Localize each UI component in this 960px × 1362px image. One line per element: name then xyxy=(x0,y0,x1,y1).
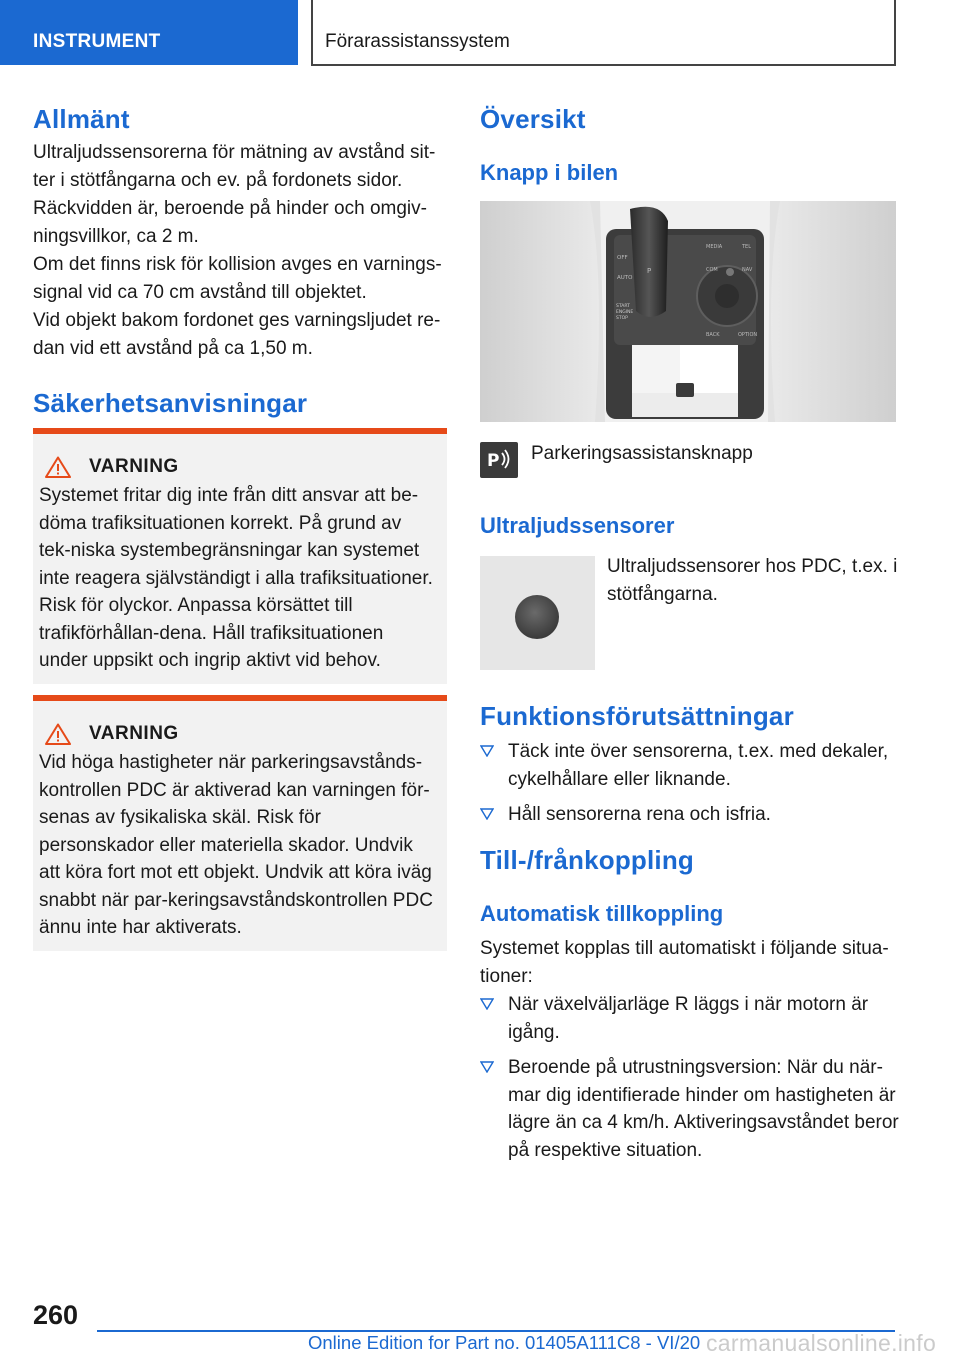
parking-assist-icon xyxy=(480,442,518,478)
list-item xyxy=(480,738,900,793)
functions-heading: Funktionsförutsättningar xyxy=(480,701,794,731)
svg-text:P: P xyxy=(487,451,500,471)
auto-text: Systemet kopplas till automatiskt i följande situa‐tioner: xyxy=(480,938,889,987)
list-item-text: Täck inte över sensorerna, t.ex. med dekaler, cykelhållare eller liknande. xyxy=(508,741,889,790)
footer-edition: Online Edition for Part no. 01405A111C8 - VI/20 xyxy=(308,1332,701,1353)
sensor-photo xyxy=(480,556,595,670)
general-paragraph-2: Räckvidden är, beroende på hinder och omgiv‐ningsvillkor, ca 2 m. xyxy=(33,198,427,247)
photo-label-nav: NAV xyxy=(742,267,753,273)
warning-text: Vid höga hastigheter när parkeringsavstånds‐kontrollen PDC är aktiverad kan varningen för‐senas av fysikaliska skäl. Risk för personskador eller materiella skador. Undvik att köra fort mot ett objekt. Undvik att köra iväg snabbt när par‐keringsavståndskontrollen PDC ännu inte har aktiverats. xyxy=(39,752,433,938)
sensors-subheading: Ultraljudssensorer xyxy=(480,513,675,538)
warning-triangle-icon xyxy=(45,723,71,745)
photo-label-media: MEDIA xyxy=(706,244,723,250)
photo-label-start: START xyxy=(616,304,630,309)
warning-header xyxy=(45,723,437,745)
warning-title: VARNING xyxy=(89,456,179,477)
photo-label-back: BACK xyxy=(706,332,720,338)
list-item xyxy=(480,801,900,829)
gear-selector-photo xyxy=(480,201,896,422)
auto-list xyxy=(480,991,900,1172)
ultrasonic-sensor-illustration xyxy=(480,556,595,670)
page-number: 260 xyxy=(33,1300,79,1330)
photo-label-engine: ENGINE xyxy=(616,310,634,315)
warning-triangle-icon xyxy=(45,456,71,478)
gear-selector-illustration xyxy=(480,201,896,422)
sensors-text: Ultraljudssensorer hos PDC, t.ex. i stötfångarna. xyxy=(607,556,898,605)
header-chapter-title: Förarassistanssystem xyxy=(325,31,510,52)
warning-box-2 xyxy=(33,695,447,951)
header-section-label: INSTRUMENT xyxy=(33,31,161,52)
warning-text: Systemet fritar dig inte från ditt ansvar att be‐döma trafiksituationen korrekt. På grund av tek‐niska systembegränsningar kan systemet inte reagera självständigt i alla trafiksituationer. Risk för olyckor. Anpassa körsättet till trafikförhållan‐dena. Håll trafiksituationen under uppsikt och ingrip aktivt vid behov. xyxy=(39,485,433,671)
warning-box-1 xyxy=(33,428,447,684)
list-item-text: Beroende på utrustningsversion: När du när‐mar dig identifierade hinder om hastigheten är lägre än ca 4 km/h. Aktiveringsavståndet beror på respektive situation. xyxy=(508,1057,899,1161)
general-heading: Allmänt xyxy=(33,104,130,134)
header-divider-left xyxy=(311,0,313,66)
photo-label-auto: AUTO xyxy=(617,275,633,281)
photo-label-stop: STOP xyxy=(616,316,628,321)
overview-heading: Översikt xyxy=(480,104,586,134)
safety-heading: Säkerhetsanvisningar xyxy=(33,388,308,418)
parking-assist-glyph xyxy=(485,447,513,473)
functions-list xyxy=(480,738,900,837)
general-paragraph-1: Ultraljudssensorerna för mätning av avstånd sit‐ter i stötfångarna och ev. på fordonets sidor. xyxy=(33,142,436,191)
list-item xyxy=(480,991,900,1046)
bullet-triangle-icon xyxy=(480,998,494,1010)
header-section-tab xyxy=(0,0,298,65)
button-subheading: Knapp i bilen xyxy=(480,160,619,185)
parking-assist-caption: Parkeringsassistansknapp xyxy=(531,443,753,464)
watermark: carmanualsonline.info xyxy=(706,1330,937,1356)
photo-label-park: P xyxy=(647,267,652,275)
auto-subheading: Automatisk tillkoppling xyxy=(480,901,724,926)
warning-title: VARNING xyxy=(89,723,179,744)
photo-label-com: COM xyxy=(706,267,718,273)
warning-header xyxy=(45,456,437,478)
general-paragraph-4: Vid objekt bakom fordonet ges varningsljudet re‐dan vid ett avstånd på ca 1,50 m. xyxy=(33,310,441,359)
header-divider-bottom xyxy=(311,64,896,66)
bullet-triangle-icon xyxy=(480,1061,494,1073)
photo-label-tel: TEL xyxy=(742,244,751,250)
list-item-text: När växelväljarläge R läggs i när motorn är igång. xyxy=(508,994,869,1043)
bullet-triangle-icon xyxy=(480,808,494,820)
onoff-heading: Till-/frånkoppling xyxy=(480,845,694,875)
photo-label-option: OPTION xyxy=(738,332,758,338)
list-item xyxy=(480,1054,900,1164)
photo-label-off: OFF xyxy=(617,255,628,261)
list-item-text: Håll sensorerna rena och isfria. xyxy=(508,804,771,825)
bullet-triangle-icon xyxy=(480,745,494,757)
general-paragraph-3: Om det finns risk för kollision avges en varnings‐signal vid ca 70 cm avstånd till objektet. xyxy=(33,254,442,303)
header-divider-right xyxy=(894,0,896,66)
